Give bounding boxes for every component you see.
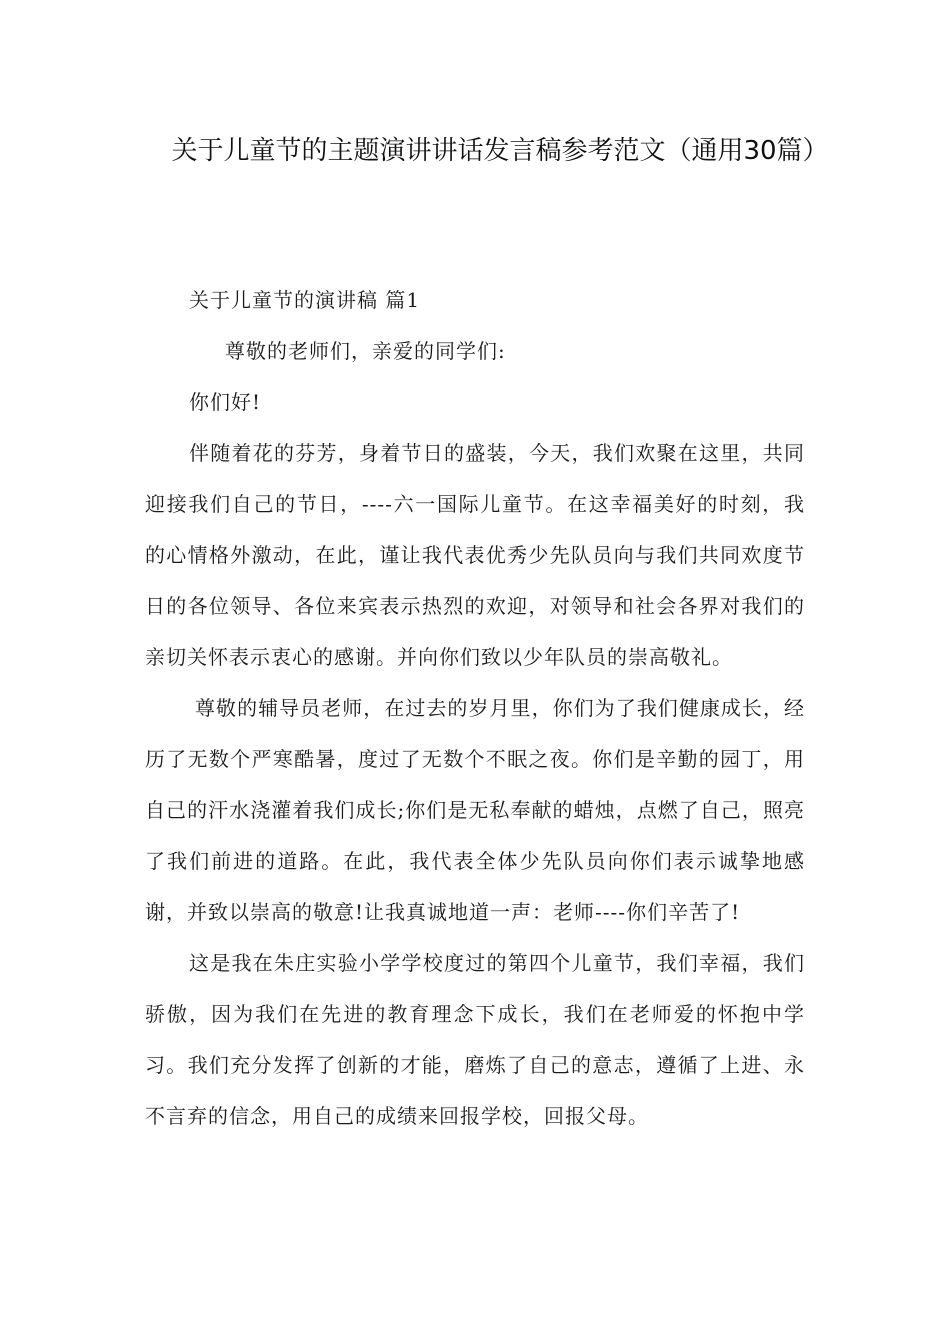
section-heading: 关于儿童节的演讲稿 篇1 (189, 288, 421, 312)
greeting: 你们好! (189, 390, 262, 414)
document-body (145, 275, 805, 1142)
document-title: 关于儿童节的主题演讲讲话发言稿参考范文（通用30篇） (171, 136, 829, 166)
body-paragraph-2: 尊敬的辅导员老师，在过去的岁月里，你们为了我们健康成长，经历了无数个严寒酷暑，度过了无数个不眠之夜。你们是辛勤的园丁，用自己的汗水浇灌着我们成长;你们是无私奉献的蜡烛，点燃了自己，照亮了我们前进的道路。在此，我代表全体少先队员向你们表示诚挚地感谢，并致以崇高的敬意!让我真诚地道一声：老师----你们辛苦了! (145, 696, 805, 924)
body-paragraph-1: 伴随着花的芬芳，身着节日的盛装，今天，我们欢聚在这里，共同迎接我们自己的节日，----六一国际儿童节。在这幸福美好的时刻，我的心情格外激动，在此，谨让我代表优秀少先队员向与我们共同欢度节日的各位领导、各位来宾表示热烈的欢迎，对领导和社会各界对我们的亲切关怀表示衷心的感谢。并向你们致以少年队员的崇高敬礼。 (145, 441, 805, 669)
salutation: 尊敬的老师们，亲爱的同学们: (225, 339, 506, 363)
body-paragraph-3: 这是我在朱庄实验小学学校度过的第四个儿童节，我们幸福，我们骄傲，因为我们在先进的教育理念下成长，我们在老师爱的怀抱中学习。我们充分发挥了创新的才能，磨炼了自己的意志，遵循了上进、永不言弃的信念，用自己的成绩来回报学校，回报父母。 (145, 951, 805, 1128)
